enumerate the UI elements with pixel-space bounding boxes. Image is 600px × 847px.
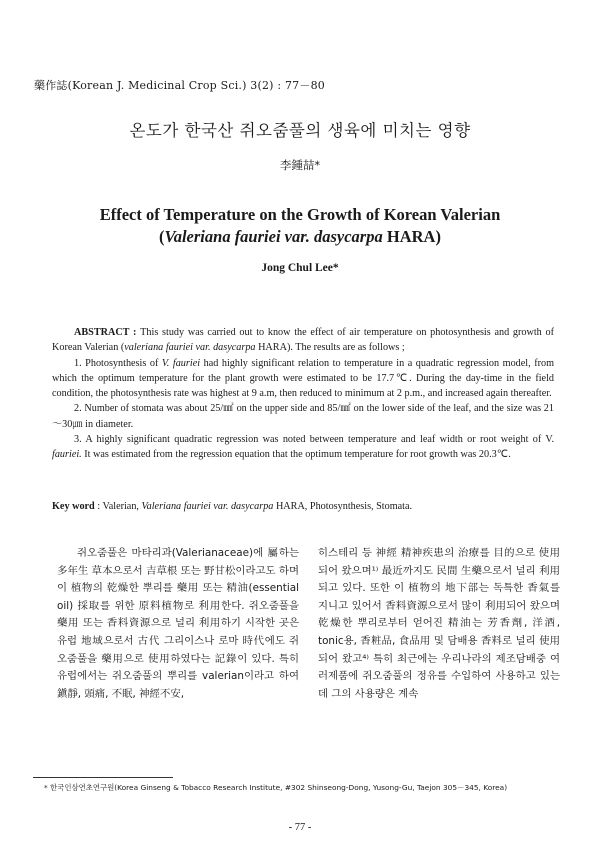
korean-title: 온도가 한국산 쥐오줌풀의 생육에 미치는 영향: [129, 121, 471, 140]
abstract-intro-a: This study was carried out to know the effect of air temperature on photosynthesis and growth of Korean Valerian (: [52, 327, 555, 354]
page-number: - 77 -: [288, 822, 312, 833]
keywords-b: HARA, Photosynthesis, Stomata.: [273, 501, 413, 512]
paren-open: (: [159, 227, 165, 246]
abstract-intro-species: valeriana fauriei var. dasycarpa: [124, 342, 256, 354]
footnote-rule: [33, 777, 173, 778]
body-paragraph-right: 히스테리 등 神經 精神疾患의 治療를 目的으로 使用되어 왔으며¹⁾ 最近까지도 民間 生藥으로서 널리 利用되고 있다. 또한 이 植物의 地下部는 독특한 香氣를 지니고 있어서 香料資源으로서 많이 利用되어 왔으며 乾燥한 뿌리로부터 얻어진 精油는 芳香劑, 洋酒, tonic용, 香粧品, 食品用 및 담배용 香料로 널리 使用되어 왔고⁴⁾ 특히 최근에는 우리나라의 제조담배중 여러제품에 쥐오줌풀의 정유를 수입하여 사용하고 있는데 그의 사용량은 계속: [318, 547, 560, 700]
english-author: Jong Chul Lee*: [261, 262, 339, 274]
keywords-a: Valerian,: [102, 501, 142, 512]
english-title-line1: Effect of Temperature on the Growth of Korean Valerian: [99, 205, 501, 224]
item3-b: It was estimated from the regression equation that the optimum temperature for root growth was 20.3℃.: [81, 449, 511, 461]
title-authority: HARA): [382, 227, 441, 246]
item3-species: fauriei.: [52, 449, 82, 461]
abstract: [52, 325, 554, 463]
item3-a: 3. A highly significant quadratic regression was noted between temperature and leaf width or root weight of V.: [74, 434, 554, 446]
body-paragraph-left: 쥐오줌풀은 마타리과(Valerianaceae)에 屬하는 多年生 草本으로서 吉草根 또는 野甘松이라고도 하며 이 植物의 乾燥한 뿌리를 藥用 또는 精油(essential oil) 採取를 위한 原料植物로 利用한다. 쥐오줌풀을 藥用 또는 香料資源으로 널리 利用하기 시작한 곳은 유럽 地域으로서 古代 그리이스나 로마 時代에도 쥐오줌풀을 藥用으로 使用하였다는 記錄이 있다. 특히 유럽에서는 쥐오줌풀의 뿌리를 valerian이라고 하여 鎭靜, 頭痛, 不眠, 神經不安,: [57, 547, 299, 700]
body-left-column: [57, 545, 299, 703]
keywords-species: Valeriana fauriei var. dasycarpa: [141, 501, 274, 512]
abstract-label: ABSTRACT :: [74, 327, 141, 338]
abstract-item-2: 2. Number of stomata was about 25/㎟ on the upper side and 85/㎟ on the lower side of the leaf, and the size was 21～30㎛ in diameter.: [52, 403, 554, 430]
english-title: [0, 204, 600, 248]
journal-citation: 藥作誌(Korean J. Medicinal Crop Sci.) 3(2) : 77－80: [34, 79, 325, 92]
korean-author: 李鍾喆*: [279, 158, 321, 172]
body-right-column: [318, 545, 560, 703]
keywords: [52, 501, 562, 512]
species-name: Valeriana fauriei var. dasycarpa: [164, 227, 383, 246]
abstract-intro-b: HARA). The results are as follows ;: [255, 342, 405, 354]
item1-a: 1. Photosynthesis of: [74, 357, 162, 369]
keywords-label: Key word: [52, 501, 95, 512]
item1-b: had highly significant relation to temperature in a quadratic regression model, from which the optimum temperature for the plant growth were estimated to be 17.7℃. During the day-time in the field condition, the photosynthesis rate was highest at 9 a.m, then reduced to minimum at 2 p.m., and increased again thereafter.: [52, 357, 555, 400]
footnote: * 한국인삼연초연구원(Korea Ginseng & Tobacco Research Institute, #302 Shinseong-Dong, Yusong-Gu, Taejon 305－345, Korea): [44, 783, 508, 792]
english-title-line2: [0, 226, 600, 248]
abstract-item-1: [52, 356, 554, 402]
abstract-intro: [52, 325, 554, 356]
abstract-item-3: [52, 432, 554, 463]
item1-species: V. fauriei: [161, 357, 201, 369]
keywords-sep: :: [94, 501, 103, 512]
